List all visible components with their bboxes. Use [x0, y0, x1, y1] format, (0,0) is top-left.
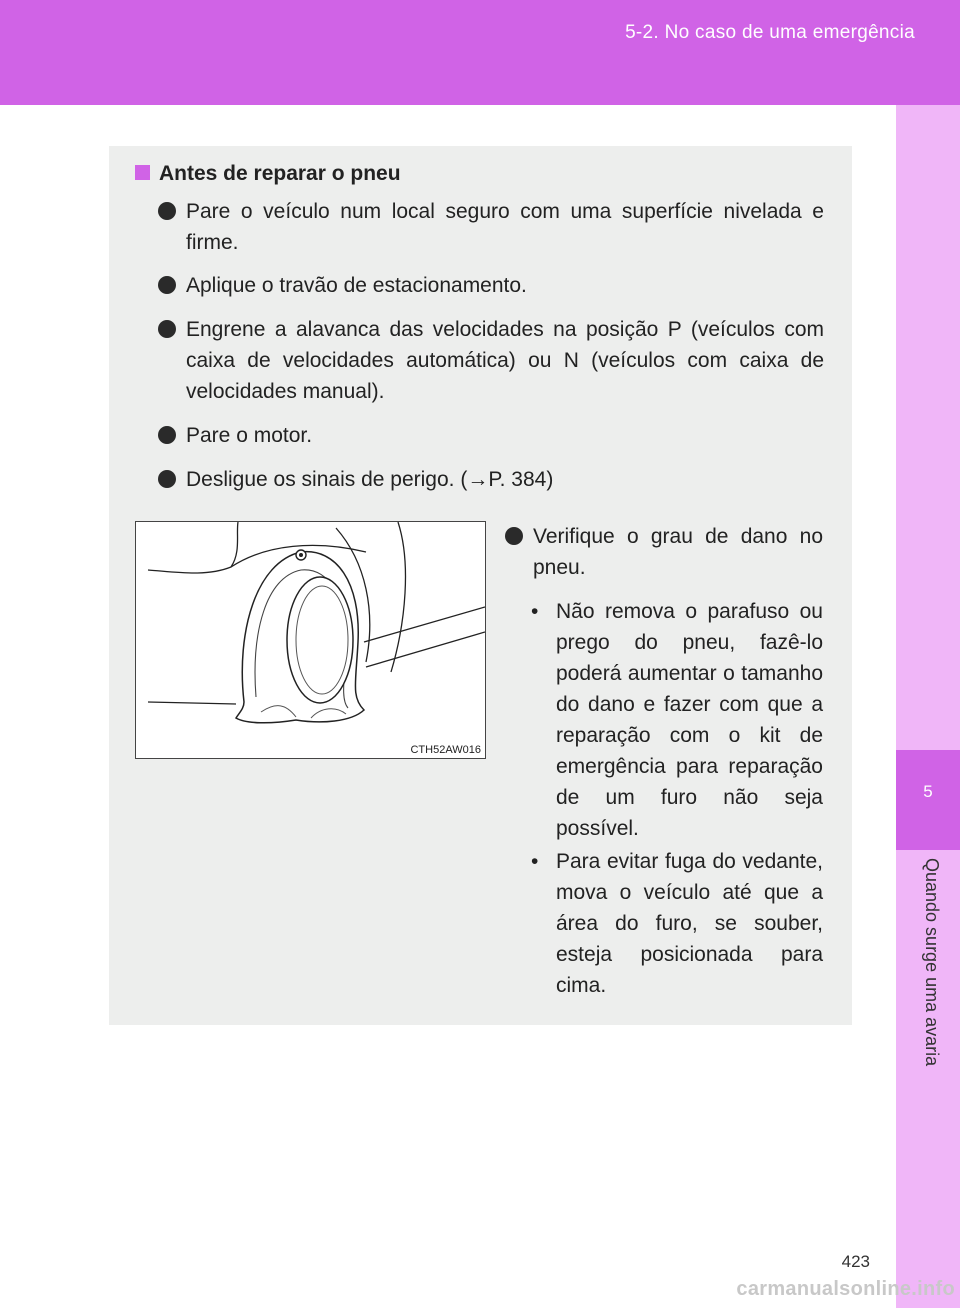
- chapter-tab[interactable]: [896, 750, 960, 850]
- bullet-dot-icon: [158, 202, 176, 220]
- bullet-dot-icon: [158, 426, 176, 444]
- flat-tire-drawing: [136, 522, 485, 758]
- bullet-item: [158, 314, 824, 407]
- bullet-text: Desligue os sinais de perigo. (→P. 384): [186, 468, 554, 491]
- check-bullet: [505, 521, 823, 583]
- sub-bullet-text: Não remova o parafuso ou prego do pneu, fazê-lo poderá aumentar o tamanho do dano e fazer com que a reparação com o kit de emergência para reparação de um furo não seja possível.: [556, 600, 823, 840]
- section-title: 5-2. No caso de uma emergência: [625, 22, 915, 43]
- bullet-item: [158, 270, 824, 301]
- check-bullet-text: Verifique o grau de dano no pneu.: [533, 525, 823, 579]
- bullet-dot-icon: [505, 527, 523, 545]
- square-bullet-icon: [135, 165, 150, 180]
- section-heading-text: Antes de reparar o pneu: [159, 162, 401, 185]
- sub-bullet-dot-icon: •: [531, 850, 539, 873]
- chapter-number: 5: [923, 782, 933, 801]
- sub-bullet-item: [531, 846, 823, 1001]
- bullet-text: Pare o veículo num local seguro com uma superfície nivelada e firme.: [186, 200, 824, 254]
- sub-bullet-item: [531, 596, 823, 844]
- bullet-text: Engrene a alavanca das velocidades na posição P (veículos com caixa de velocidades automática) ou N (veículos com caixa de velocidades manual).: [186, 318, 824, 403]
- watermark: carmanualsonline.info: [736, 1278, 955, 1300]
- bullet-dot-icon: [158, 470, 176, 488]
- section-heading: [135, 162, 401, 186]
- page-number: 423: [841, 1252, 870, 1271]
- bullet-item: [158, 464, 824, 495]
- sub-bullet-text: Para evitar fuga do vedante, mova o veículo até que a área do furo, se souber, esteja posicionada para cima.: [556, 850, 823, 997]
- bullet-dot-icon: [158, 276, 176, 294]
- bullet-text: Aplique o travão de estacionamento.: [186, 274, 527, 297]
- bullet-item: [158, 420, 824, 451]
- tire-illustration: [135, 521, 486, 759]
- side-tab-top: [896, 105, 960, 750]
- bullet-dot-icon: [158, 320, 176, 338]
- figure-code: CTH52AW016: [410, 744, 481, 756]
- header-bar: [0, 0, 960, 105]
- chapter-label: Quando surge uma avaria: [922, 858, 942, 1067]
- bullet-text: Pare o motor.: [186, 424, 313, 447]
- sub-bullet-dot-icon: •: [531, 600, 539, 623]
- bullet-item: [158, 196, 824, 258]
